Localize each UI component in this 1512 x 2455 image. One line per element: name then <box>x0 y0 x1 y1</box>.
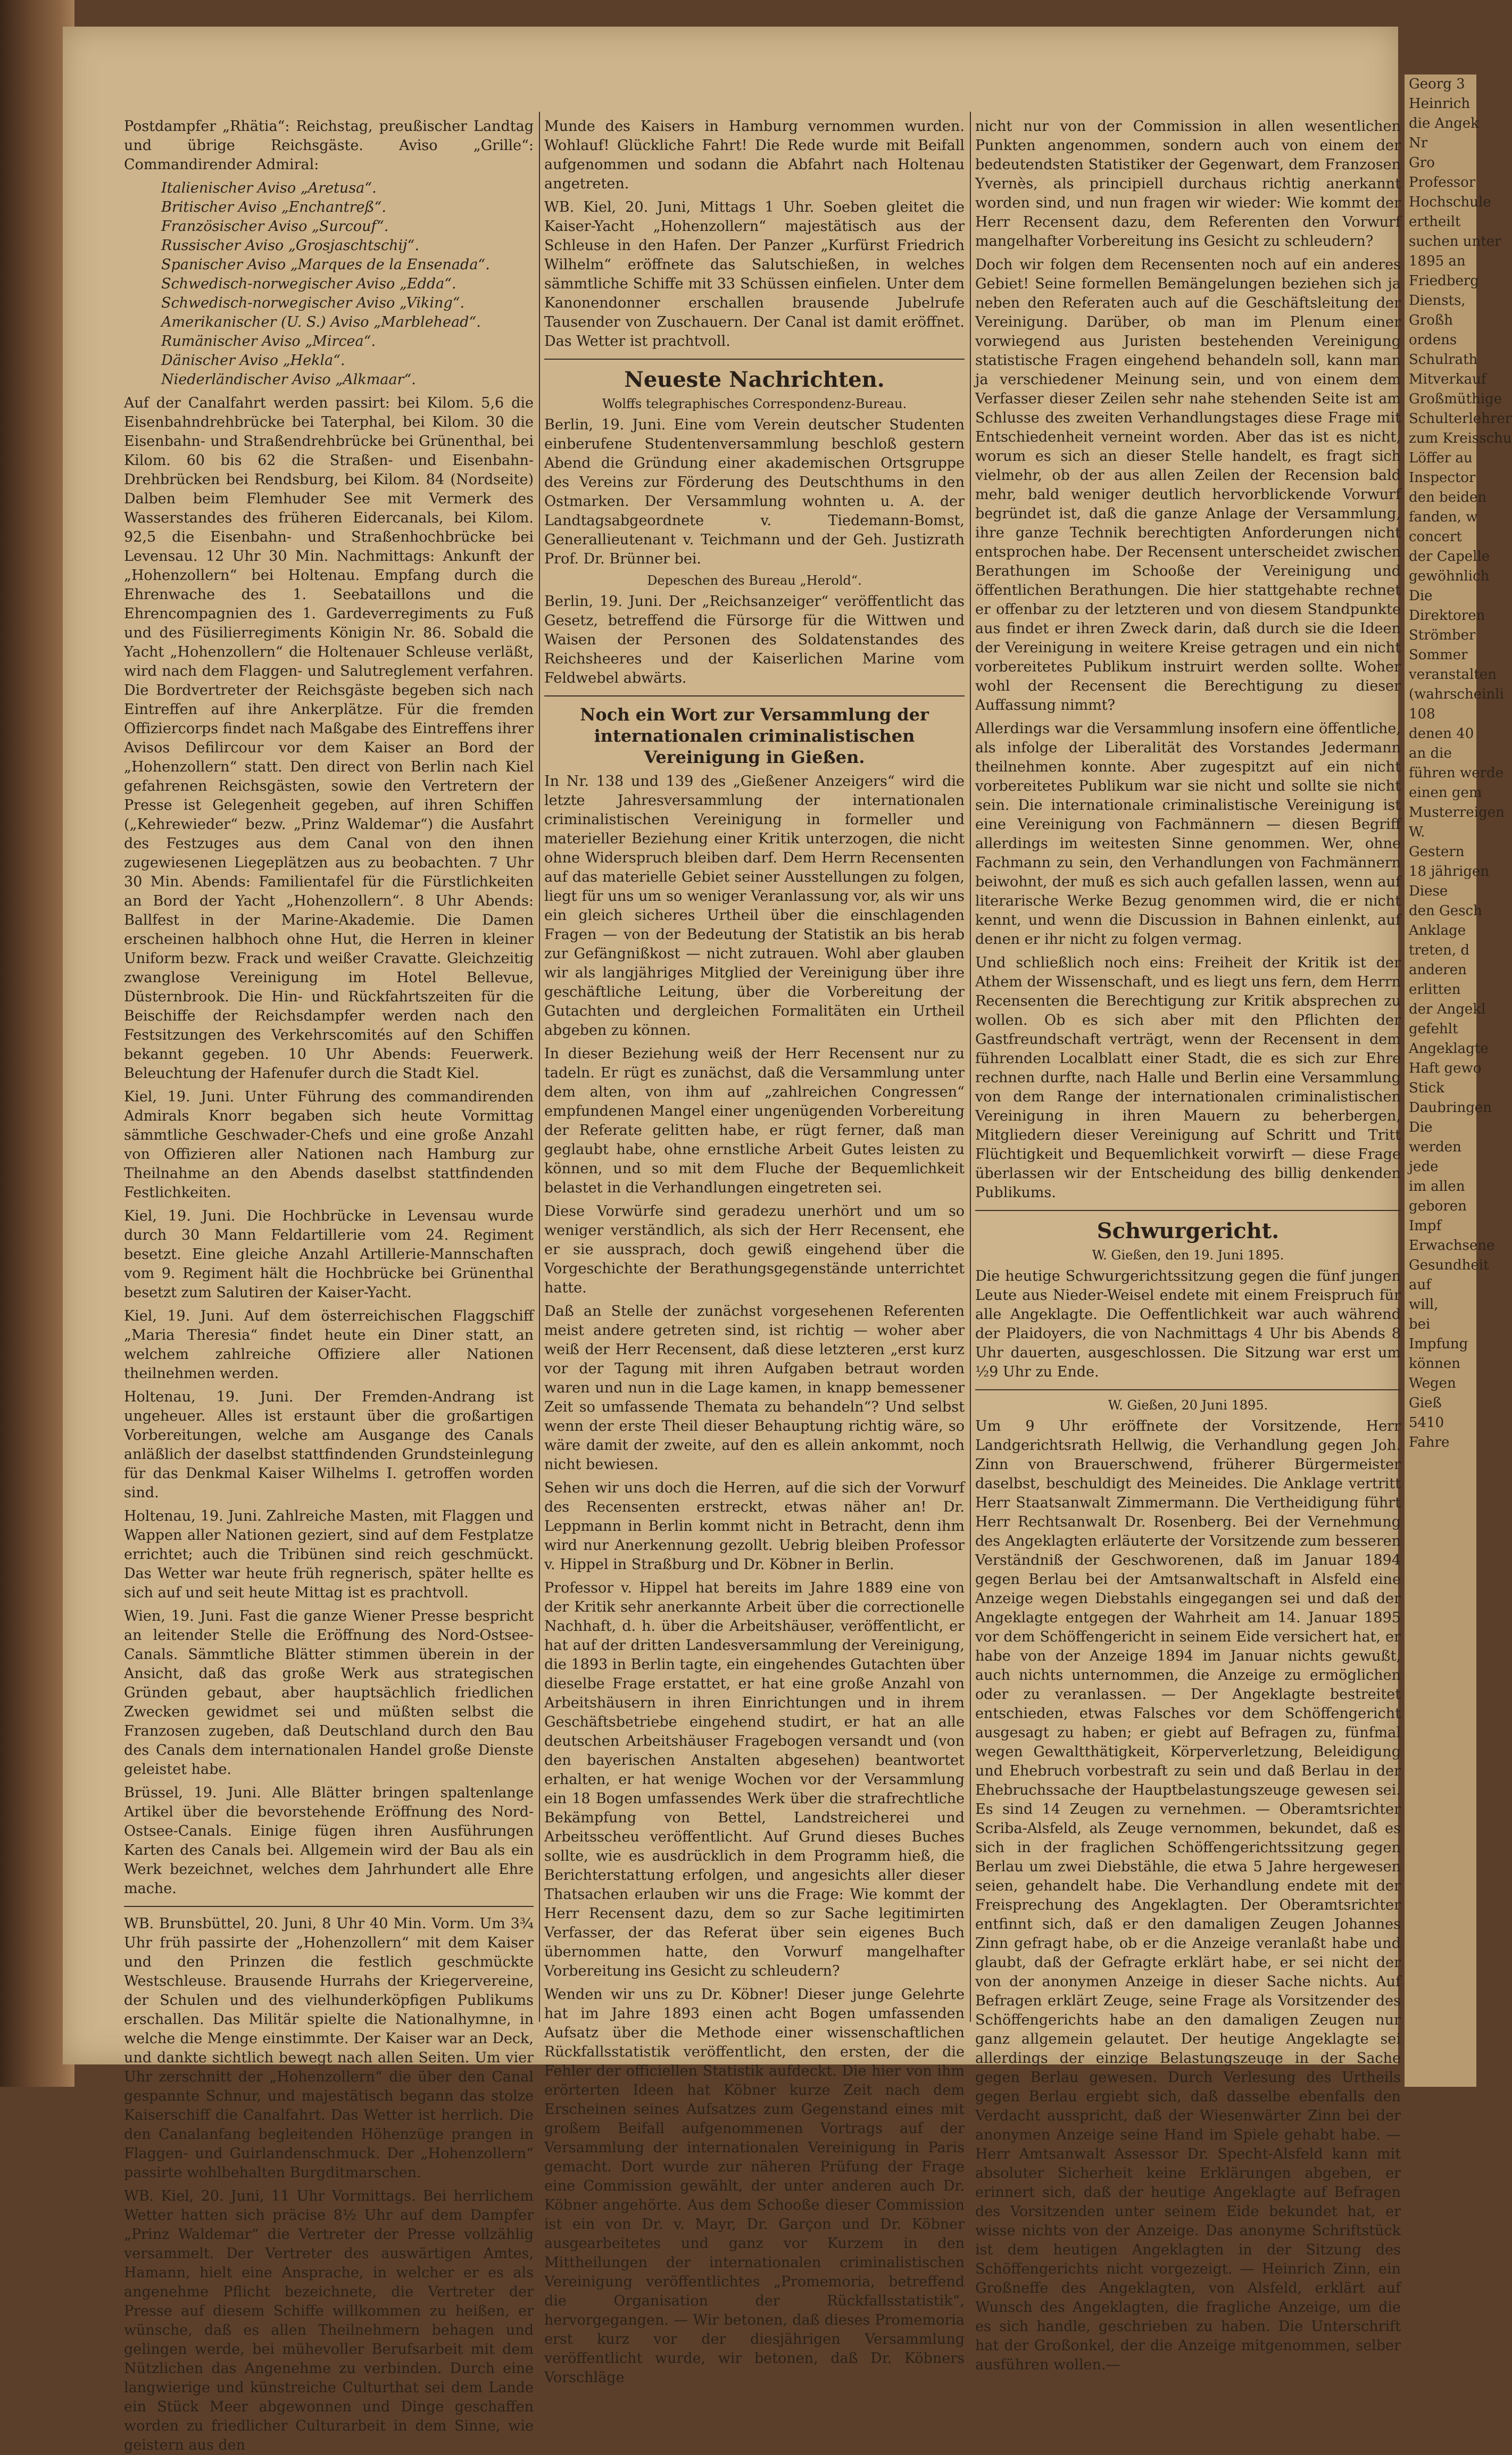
column-rule <box>970 112 971 2022</box>
adjacent-text-fragment: Musterreigen <box>1409 804 1505 820</box>
paragraph: nicht nur von der Commission in allen wesentlichen Punkten angenommen, sondern auch von einem der bedeutendsten Statistiker der Gegenwart, dem Franzosen Yvernès, als principiell durchaus richtig anerkannt worden sind, und nun fragen wir wieder: Wie kommt der Herr Recensent dazu, dem Referenten den Vorwurf mangelhafter Vorbereitung ins Gesicht zu schleudern? <box>975 118 1401 250</box>
paragraph: Postdampfer „Rhätia“: Reichstag, preußischer Landtag und übrige Reichsgäste. Aviso „Grille“: Commandirender Admiral: <box>124 118 534 173</box>
adjacent-text-fragment: 1895 an <box>1409 253 1466 269</box>
adjacent-text-fragment: Schulterlehrer <box>1409 411 1512 427</box>
adjacent-text-fragment: im allen <box>1409 1179 1465 1195</box>
adjacent-text-fragment: Impfung <box>1409 1336 1468 1352</box>
paragraph: Wien, 19. Juni. Fast die ganze Wiener Presse bespricht an leitender Stelle die Eröffnung des Nord-Ostsee-Canals. Sämmtliche Blätter stimmen überein in der Ansicht, daß das große Werk aus strategischen Gründen gebaut, aber hauptsächlich friedlichen Zwecken gewidmet sei und müßten selbst die Franzosen zugeben, daß Deutschland durch den Bau des Canals dem internationalen Handel große Dienste geleistet habe. <box>124 1608 534 1778</box>
adjacent-text-fragment: führen werde <box>1409 765 1504 781</box>
adjacent-text-fragment: treten, d <box>1409 942 1470 958</box>
paragraph: Brüssel, 19. Juni. Alle Blätter bringen spaltenlange Artikel über die bevorstehende Eröffnung des Nord-Ostsee-Canals. Einige fügen ihren Ausführungen Karten des Canals bei. Allgemein wird der Bau als ein Werk bezeichnet, welches dem Jahrhundert alle Ehre mache. <box>124 1785 534 1897</box>
paragraph: Doch wir folgen dem Recensenten noch auf ein anderes Gebiet! Seine formellen Bemängelungen beziehen sich ja neben den Referaten auch auf die Geschäftsleitung der Vereinigung. Darüber, ob man im Plenum einer vorwiegend aus Juristen bestehenden Vereinigung statistische Fragen eingehend behandeln soll, kann man ja verschiedener Meinung sein, und von einem dem Verfasser dieser Zeilen sehr nahe stehenden Seite ist am Schlusse des zweiten Verhandlungstages diese Frage mit Entschiedenheit verneint worden. Aber das ist es nicht, worum es sich an dieser Stelle handelt, es fragt sich vielmehr, ob der aus allen Zeilen der Recension bald mehr, bald weniger deutlich hervorblickende Vorwurf begründet ist, daß die ganze Anlage der Versammlung, ihre ganze Technik berechtigten Anforderungen nicht entsprochen habe. Der Recensent unterscheidet zwischen Berathungen im Schooße der Vereinigung und öffentlichen Berathungen. Die hier stattgehabte rechnet er offenbar zu der letzteren und von diesem Standpunkte aus findet er ihren Zweck darin, daß durch sie die Ideen der Vereinigung in weitere Kreise getragen und ein nicht vorbereitetes Publikum instruirt werden sollte. Woher wohl der Recensent die Berechtigung zu dieser Auffassung nimmt? <box>975 256 1401 714</box>
divider <box>975 1389 1401 1390</box>
column-rule <box>539 112 540 2022</box>
adjacent-text-fragment: veranstalten <box>1409 667 1497 683</box>
article-heading: Noch ein Wort zur Versammlung der internationalen criminalistischen Vereinigung in Gießen. <box>580 704 929 767</box>
paragraph: Wenden wir uns zu Dr. Köbner! Dieser junge Gelehrte hat im Jahre 1893 einen acht Bogen umfassenden Aufsatz über die Methode einer wissenschaftlichen Rückfallsstatistik veröffentlicht, den ersten, der die Fehler der officiellen Statistik aufdeckt. Die hier von ihm erörterten Ideen hat Köbner kurze Zeit nach dem Erscheinen seines Aufsatzes zum Gegenstand eines mit großem Beifall aufgenommenen Vortrags auf der Versammlung der internationalen Vereinigung in Paris gemacht. Dort wurde zur näheren Prüfung der Frage eine Commission gewählt, der unter anderen auch Dr. Köbner angehörte. Aus dem Schooße dieser Commission ist ein von Dr. v. Mayr, Dr. Garçon und Dr. Köbner ausgearbeitetes und ganz vor Kurzem in den Mittheilungen der internationalen criminalistischen Vereinigung veröffentlichtes „Promemoria, betreffend die Organisation der Rückfallsstatistik“, hervorgegangen. — Wir betonen, daß dieses Promemoria erst kurz vor der diesjährigen Versammlung veröffentlicht wurde, wir betonen, daß Dr. Köbners Vorschläge <box>544 1986 965 2386</box>
adjacent-text-fragment: Die <box>1409 588 1433 604</box>
adjacent-text-fragment: Gro <box>1409 155 1435 171</box>
adjacent-text-fragment: Georg 3 <box>1409 76 1465 92</box>
paragraph: Diese Vorwürfe sind geradezu unerhört und um so weniger verständlich, als sich der Herr Recensent, ehe er sie aussprach, doch gewiß eingehend über die Vorgeschichte der Berathungsgegenstände unterrichtet hatte. <box>544 1203 965 1296</box>
adjacent-text-fragment: geboren <box>1409 1198 1467 1214</box>
paragraph: Allerdings war die Versammlung insofern eine öffentliche, als infolge der Liberalität des Vorstandes Jedermann theilnehmen konnte. Aber zugespitzt auf ein nicht vorbereitetes Publikum war sie nicht und sollte sie nicht sein. Die internationale criminalistische Vereinigung ist eine Vereinigung von Fachmännern — diesen Begriff allerdings im weitesten Sinne genommen. Wer, ohne Fachmann zu sein, den Verhandlungen von Fachmännern beiwohnt, der muß es sich auch gefallen lassen, wenn auf literarische Werke Bezug genommen wird, die er nicht kennt, und wenn die Discussion in Bahnen einlenkt, auf denen er ihr nicht zu folgen vermag. <box>975 720 1401 948</box>
adjacent-text-fragment: Angeklagte <box>1409 1041 1489 1057</box>
adjacent-text-fragment: jede <box>1409 1159 1439 1175</box>
adjacent-text-fragment: Gestern <box>1409 844 1465 860</box>
list-item: Russischer Aviso „Grosjaschtschij“. <box>161 237 419 254</box>
divider <box>975 1210 1401 1211</box>
adjacent-text-fragment: Nr <box>1409 135 1428 151</box>
divider <box>124 1906 534 1907</box>
adjacent-text-fragment: einen gem <box>1409 785 1482 801</box>
adjacent-text-fragment: Sommer <box>1409 647 1468 663</box>
adjacent-text-fragment: der Angekl <box>1409 1001 1486 1017</box>
adjacent-text-fragment: Die <box>1409 1119 1433 1135</box>
adjacent-text-fragment: können <box>1409 1356 1461 1372</box>
paragraph: Die heutige Schwurgerichtssitzung gegen die fünf jungen Leute aus Nieder-Weisel endete mit einem Freispruch für alle Angeklagte. Die Oeffentlichkeit war auch während der Plaidoyers, die von Nachmittags 4 Uhr bis Abends 8 Uhr dauerten, ausgeschlossen. Die Sitzung war erst um ½9 Uhr zu Ende. <box>975 1268 1401 1380</box>
adjacent-text-fragment: W. <box>1409 824 1425 840</box>
adjacent-text-fragment: Großh <box>1409 312 1453 328</box>
adjacent-text-fragment: concert <box>1409 529 1462 545</box>
adjacent-text-fragment: ertheilt <box>1409 214 1461 230</box>
adjacent-text-fragment: zum Kreisschu <box>1409 430 1512 446</box>
adjacent-text-fragment: gefehlt <box>1409 1021 1458 1037</box>
adjacent-text-fragment: auf <box>1409 1277 1431 1293</box>
adjacent-text-fragment: Diensts, <box>1409 293 1466 309</box>
paragraph: In dieser Beziehung weiß der Herr Recensent nur zu tadeln. Er rügt es zunächst, daß die Versammlung unter dem alten, von ihm auf „zahlreichen Congressen“ empfundenen Mangel einer ungenügenden Vorbereitung der Referate gelitten habe, er rügt ferner, daß man geglaubt habe, ohne ernstliche Arbeit Gutes leisten zu können, und so mit dem Fluche der Bequemlichkeit belastet in die Verhandlungen eingetreten sei. <box>544 1046 965 1196</box>
adjacent-text-fragment: Daubringen <box>1409 1100 1492 1116</box>
paragraph: Berlin, 19. Juni. Der „Reichsanzeiger“ veröffentlicht das Gesetz, betreffend die Fürsorge für die Wittwen und Waisen der Personen des Soldatenstandes des Reichsheeres und der Kaiserlichen Marine vom Feldwebel abwärts. <box>544 593 965 686</box>
adjacent-text-fragment: Stick <box>1409 1080 1444 1096</box>
adjacent-text-fragment: Direktoren <box>1409 608 1485 624</box>
column-3 <box>975 117 1401 2373</box>
paragraph: Berlin, 19. Juni. Eine vom Verein deutscher Studenten einberufene Studentenversammlung beschloß gestern Abend die Gründung einer akademischen Ortsgruppe des Vereins zur Förderung des Deutschthums in den Ostmarken. Der Versammlung wohnten u. A. der Landtagsabgeordnete v. Tiedemann-Bomst, Generallieutenant v. Teichmann und der Geh. Justizrath Prof. Dr. Brünner bei. <box>544 417 965 567</box>
adjacent-text-fragment: Mitverkauf <box>1409 371 1486 387</box>
adjacent-text-fragment: Diese <box>1409 883 1448 899</box>
adjacent-text-fragment: Strömber <box>1409 627 1476 643</box>
list-item: Italienischer Aviso „Aretusa“. <box>161 180 377 196</box>
dateline: W. Gießen, 20 Juni 1895. <box>1108 1398 1268 1413</box>
news-agency-line: Wolffs telegraphisches Correspondenz-Bureau. <box>602 396 907 411</box>
adjacent-text-fragment: Schulrath <box>1409 352 1478 368</box>
list-item: Niederländischer Aviso „Alkmaar“. <box>161 371 416 388</box>
paragraph: Kiel, 19. Juni. Unter Führung des commandirenden Admirals Knorr begaben sich heute Vormittag sämmtliche Geschwader-Chefs und eine große Anzahl von Offizieren aller Nationen nach Hamburg zur Theilnahme an den Abends daselbst stattfindenden Festlichkeiten. <box>124 1089 534 1201</box>
adjacent-text-fragment: die Angek <box>1409 115 1479 131</box>
adjacent-text-fragment: der Capelle <box>1409 549 1490 565</box>
divider <box>544 695 965 696</box>
paragraph: Professor v. Hippel hat bereits im Jahre 1889 eine von der Kritik sehr anerkannte Arbeit über die correctionelle Nachhaft, d. h. über die Arbeitshäuser, veröffentlicht, er hat auf der dritten Landesversammlung der Vereinigung, die 1893 in Berlin tagte, ein eingehendes Gutachten über dieselbe Frage erstattet, er hat eine große Anzahl von Arbeitshäusern in ihren Einrichtungen und in ihrem Geschäftsbetriebe eingehend studirt, er hat an alle deutschen Arbeitshäuser Fragebogen versandt und (von den bayerischen Anstalten abgesehen) beantwortet erhalten, er hat wenige Wochen vor der Versammlung ein 18 Bogen umfassendes Werk über die strafrechtliche Bekämpfung von Bettel, Landstreicherei und Arbeitsscheu veröffentlicht. Auf Grund dieses Buches sollte, wie es ausdrücklich in dem Programm hieß, die Berichterstattung erfolgen, und angesichts aller dieser Thatsachen erlauben wir uns die Frage: Wie kommt der Herr Recensent dazu, dem so zur Sache legitimirten Verfasser, der das Referat über sein eigenes Buch übernommen hatte, den Vorwurf mangelhafter Vorbereitung ins Gesicht zu schleudern? <box>544 1580 965 1979</box>
paragraph: Daß an Stelle der zunächst vorgesehenen Referenten meist andere getreten sind, ist richtig — woher aber weiß der Herr Recensent, daß diese letzteren „erst kurz vor der Tagung mit ihren Aufgaben betraut worden waren und nun in die Lage kamen, in knapp bemessener Zeit so umfassende Themata zu behandeln“? Und selbst wenn der erste Theil dieser Behauptung richtig wäre, so wäre damit der zweite, auf den es allein ankommt, noch nicht bewiesen. <box>544 1303 965 1473</box>
adjacent-text-fragment: an die <box>1409 745 1452 761</box>
adjacent-text-fragment: Hochschule <box>1409 194 1491 210</box>
list-item: Schwedisch-norwegischer Aviso „Viking“. <box>161 295 465 311</box>
adjacent-text-fragment: gewöhnlich <box>1409 568 1490 584</box>
adjacent-text-fragment: Löffer au <box>1409 450 1473 466</box>
paragraph: WB. Kiel, 20. Juni, Mittags 1 Uhr. Soeben gleitet die Kaiser-Yacht „Hohenzollern“ majestätisch aus der Schleuse in den Hafen. Der Panzer „Kurfürst Friedrich Wilhelm“ eröffnete das Salutschießen, in welches sämmtliche Schiffe mit 33 Schüssen einfielen. Unter dem Kanonendonner erschallen brausende Jubelrufe Tausender von Zuschauern. Der Canal ist damit eröffnet. Das Wetter ist prachtvoll. <box>544 199 965 350</box>
list-item: Schwedisch-norwegischer Aviso „Edda“. <box>161 276 456 292</box>
adjacent-text-fragment: Haft gewo <box>1409 1060 1482 1076</box>
divider <box>544 359 965 360</box>
adjacent-text-fragment: (wahrscheinli <box>1409 686 1504 702</box>
adjacent-text-fragment: bei <box>1409 1316 1431 1332</box>
newspaper-page <box>63 27 1401 2453</box>
adjacent-text-fragment: ordens <box>1409 332 1457 348</box>
paragraph: Um 9 Uhr eröffnete der Vorsitzende, Herr Landgerichtsrath Hellwig, die Verhandlung gegen Joh. Zinn von Brauerschwend, früherer Bürgermeister daselbst, beschuldigt des Meineides. Die Anklage vertritt Herr Staatsanwalt Zimmermann. Die Vertheidigung führt Herr Rechtsanwalt Dr. Rosenberg. Bei der Vernehmung des Angeklagten erläuterte der Vorsitzende zum besseren Verständniß der Geschworenen, daß im Januar 1894 gegen Berlau bei der Amtsanwaltschaft in Alsfeld eine Anzeige wegen Diebstahls eingegangen sei und daß der Angeklagte entgegen der Wahrheit am 14. Januar 1895 vor dem Schöffengericht in seinem Eide versichert hat, er habe von der Anzeige 1894 im Januar nichts gewußt, auch nichts unternommen, die Anzeige zu ermöglichen oder zu veranlassen. — Der Angeklagte bestreitet entschieden, etwas Falsches vor dem Schöffengericht ausgesagt zu haben; er giebt auf Befragen zu, fünfmal wegen Gewaltthätigkeit, Körperverletzung, Beleidigung und Ehebruch vorbestraft zu sein und daß Berlau in der Ehebruchssache der Hauptbelastungszeuge gewesen sei. Es sind 14 Zeugen zu vernehmen. — Oberamtsrichter Scriba-Alsfeld, als Zeuge vernommen, bekundet, daß es sich in der fraglichen Schöffengerichtssitzung gegen Berlau um zwei Diebstähle, die etwa 5 Jahre hergewesen seien, gehandelt habe. Die Verhandlung endete mit der Freisprechung des Angeklagten. Der Oberamtsrichter entfinnt sich, daß er den damaligen Zeugen Johannes Zinn gefragt habe, ob er die Anzeige veranlaßt habe und glaubt, daß der Gefragte erklärt habe, er sei nicht der von der anonymen Anzeige in dieser Sache nichts. Auf Befragen erklärt Zeuge, seine Frage als Vorsitzender des Schöffengerichts habe an den damaligen Zeugen nur ganz allgemein gelautet. Der heutige Angeklagte sei allerdings der einzige Belastungszeuge in der Sache gegen Berlau gewesen. Durch Verlesung des Urtheils gegen Berlau ergiebt sich, daß dasselbe ebenfalls den Verdacht ausspricht, daß der Wiesenwärter Zinn bei der anonymen Anzeige seine Hand im Spiele gehabt habe. — Herr Amtsanwalt Assessor Dr. Specht-Alsfeld kann mit absoluter Sicherheit keine Erklärungen abgeben, er erinnert sich, daß der heutige Angeklagte auf Befragen des Vorsitzenden unter seinem Eide bekundet hat, er wisse nichts von der Anzeige. Das anonyme Schriftstück ist dem heutigen Angeklagten in der Sitzung des Schöffengerichts nicht vorgezeigt. — Heinrich Zinn, ein Großneffe des Angeklagten, von Alsfeld, erklärt auf Wunsch des Angeklagten, die fragliche Anzeige, um die es sich handle, geschrieben zu haben. Die Unterschrift hat der Großonkel, der die Anzeige mitgenommen, selber ausführen wollen.— <box>975 1418 1401 2373</box>
list-item: Spanischer Aviso „Marques de la Ensenada“. <box>161 256 490 273</box>
paragraph: WB. Brunsbüttel, 20. Juni, 8 Uhr 40 Min. Vorm. Um 3¾ Uhr früh passirte der „Hohenzollern“ mit dem Kaiser und den Prinzen die festlich geschmückte Westschleuse. Brausende Hurrahs der Kriegervereine, der Schulen und des vielhunderköpfigen Publikums erschallen. Das Militär spielte die Nationalhymne, in welche die Menge einstimmte. Der Kaiser war an Deck, und dankte sichtlich bewegt nach allen Seiten. Um vier Uhr zerschnitt der „Hohenzollern“ die über den Canal gespannte Schnur, und majestätisch begann das stolze Kaiserschiff die Canalfahrt. Das Wetter ist herrlich. Die den Canalanfang begleitenden Höhenzüge prangen in Flaggen- und Guirlandenschmuck. Der „Hohenzollern“ passirte wohlbehalten Burgditmarschen. <box>124 1915 534 2181</box>
paragraph: Auf der Canalfahrt werden passirt: bei Kilom. 5,6 die Eisenbahndrehbrücke bei Taterphal, bei Kilom. 30 die Eisenbahn- und Straßendrehbrücke bei Grünenthal, bei Kilom. 60 bis 62 die Straßen- und Eisenbahn-Drehbrücken bei Rendsburg, bei Kilom. 84 (Nordseite) Dalben beim Flemhuder See mit Vermerk des Wasserstandes des früheren Eidercanals, bei Kilom. 92,5 die Eisenbahn- und Straßenhochbrücke bei Levensau. 12 Uhr 30 Min. Nachmittags: Ankunft der „Hohenzollern“ bei Holtenau. Empfang durch die Ehrenwache des 1. Seebataillons und die Ehrencompagnien des 1. Gardeverregiments zu Fuß und des Füsilierregiments Königin Nr. 86. Sobald die Yacht „Hohenzollern“ die Holtenauer Schleuse verläßt, wird nach dem Flaggen- und Salutreglement verfahren. Die Bordvertreter der Reichsgäste begeben sich nach Eintreffen auf ihre Ankerplätze. Für die fremden Offiziercorps findet nach Maßgabe des Eintreffens ihrer Avisos Defilircour vor dem Kaiser an Bord der „Hohenzollern“ statt. Den direct von Berlin nach Kiel gefahrenen Reichsgästen, sowie den Vertretern der Presse ist Gelegenheit gegeben, auf ihren Schiffen („Kehrewieder“ bezw. „Prinz Waldemar“) die Ausfahrt des Festzuges aus dem Canal von den ihnen zugewiesenen Liegeplätzen aus zu beobachten. 7 Uhr 30 Min. Abends: Familientafel für die Fürstlichkeiten an Bord der Yacht „Hohenzollern“. 8 Uhr Abends: Ballfest in der Marine-Akademie. Die Damen erscheinen halbhoch ohne Hut, die Herren in kleiner Uniform bezw. Frack und weißer Cravatte. Gleichzeitig zwanglose Vereinigung im Hotel Bellevue, Düsternbrook. Die Hin- und Rückfahrtszeiten für die Beischiffe der Reichsdampfer werden nach den Festsitzungen des Verkehrscomités auf den Schiffen bekannt gegeben. 10 Uhr Abends: Feuerwerk. Beleuchtung der Hafenufer durch die Stadt Kiel. <box>124 395 534 1082</box>
adjacent-text-fragment: werden <box>1409 1139 1461 1155</box>
adjacent-text-fragment: Anklage <box>1409 923 1466 939</box>
adjacent-text-fragment: 5410 <box>1409 1415 1444 1431</box>
dispatch-heading: Depeschen des Bureau „Herold“. <box>647 573 862 588</box>
adjacent-text-fragment: den beiden <box>1409 490 1487 505</box>
list-item: Amerikanischer (U. S.) Aviso „Marblehead“. <box>161 314 481 330</box>
adjacent-text-fragment: fanden, w <box>1409 509 1478 525</box>
ship-list <box>161 179 534 389</box>
adjacent-text-fragment: Großmüthige <box>1409 391 1502 407</box>
paragraph: WB. Kiel, 20. Juni, 11 Uhr Vormittags. Bei herrlichem Wetter hatten sich präcise 8½ Uhr auf dem Dampfer „Prinz Waldemar“ die Vertreter der Presse vollzählig versammelt. Der Vertreter des auswärtigen Amtes, Hamann, hielt eine Ansprache, in welcher er es als angenehme Pflicht bezeichnete, die Vertreter der Presse auf diesem Schiffe willkommen zu heißen, er wünsche, daß es allen Theilnehmern behagen und gelingen werde, bei mühevoller Berufsarbeit mit dem Nützlichen das Angenehme zu verbinden. Durch eine langwierige und künstreiche Culturthat sei dem Lande ein Stück Meer abgewonnen und Dinge geschaffen worden zu friedlicher Culturarbeit in dem Sinne, wie geistern aus den <box>124 2188 534 2453</box>
section-heading-news: Neueste Nachrichten. <box>624 367 885 392</box>
paragraph: Sehen wir uns doch die Herren, auf die sich der Vorwurf des Recensenten erstreckt, etwas näher an! Dr. Leppmann in Berlin kommt nicht in Betracht, denn ihm wird nur Anerkennung gezollt. Uebrig bleiben Professor v. Hippel in Straßburg und Dr. Köbner in Berlin. <box>544 1480 965 1573</box>
adjacent-text-fragment: denen 40 <box>1409 726 1474 742</box>
list-item: Rumänischer Aviso „Mircea“. <box>161 333 376 350</box>
section-heading-court: Schwurgericht. <box>1096 1218 1280 1243</box>
paragraph: Und schließlich noch eins: Freiheit der Kritik ist der Athem der Wissenschaft, und es liegt uns fern, dem Herrn Recensenten die Berechtigung zur Kritik absprechen zu wollen. Ob es sich aber mit den Pflichten der Gastfreundschaft verträgt, wenn der Recensent in dem führenden Localblatt einer Stadt, die es sich zur Ehre rechnen durfte, nach Halle und Berlin eine Versammlung von dem Range der internationalen criminalistischen Vereinigung in ihren Mauern zu beherbergen, Mitgliedern dieser Vereinigung auf Schritt und Tritt Flüchtigkeit und Bequemlichkeit vorwirft — diese Frage überlassen wir der Entscheidung des billig denkenden Publikums. <box>975 955 1401 1201</box>
adjacent-text-fragment: Heinrich <box>1409 96 1471 112</box>
adjacent-text-fragment: Impf <box>1409 1218 1442 1234</box>
adjacent-text-fragment: Wegen <box>1409 1375 1456 1391</box>
adjacent-text-fragment: suchen unter <box>1409 234 1501 250</box>
paragraph: Kiel, 19. Juni. Die Hochbrücke in Levensau wurde durch 30 Mann Feldartillerie vom 24. Regiment besetzt. Eine gleiche Anzahl Artillerie-Mannschaften vom 9. Regiment hält die Hochbrücke bei Grünenthal besetzt zum Salutiren der Kaiser-Yacht. <box>124 1208 534 1301</box>
adjacent-text-fragment: Gieß <box>1409 1395 1442 1411</box>
adjacent-text-fragment: Friedberg <box>1409 273 1479 289</box>
adjacent-text-fragment: Erwachsene <box>1409 1238 1495 1254</box>
paragraph: Kiel, 19. Juni. Auf dem österreichischen Flaggschiff „Maria Theresia“ findet heute ein Diner statt, an welchem zahlreiche Offiziere aller Nationen theilnehmen werden. <box>124 1308 534 1382</box>
list-item: Dänischer Aviso „Hekla“. <box>161 352 345 369</box>
list-item: Britischer Aviso „Enchantreß“. <box>161 199 386 215</box>
adjacent-text-fragment: Fahre <box>1409 1434 1450 1450</box>
adjacent-text-fragment: Inspector <box>1409 470 1476 486</box>
adjacent-text-fragment: 108 <box>1409 706 1435 722</box>
paragraph: Munde des Kaisers in Hamburg vernommen wurden. Wohlauf! Glückliche Fahrt! Die Rede wurde mit Beifall aufgenommen und sodann die Abfahrt nach Holtenau angetreten. <box>544 118 965 192</box>
paragraph: In Nr. 138 und 139 des „Gießener Anzeigers“ wird die letzte Jahresversammlung der internationalen criminalistischen Vereinigung in formeller und materieller Beziehung einer Kritik unterzogen, die nicht ohne Widerspruch bleiben darf. Dem Herrn Recensenten auf das materielle Gebiet seiner Ausstellungen zu folgen, liegt für uns um so weniger Veranlassung vor, als wir uns ein gleich sicheres Urtheil über die einschlagenden Fragen — von der Bedeutung der Statistik an bis herab zur Gefängnißkost — nicht zutrauen. Wohl aber glauben wir als langjähriges Mitglied der Vereinigung über ihre geschäftliche Leitung, über die Vorbereitung der Gutachten und dergleichen Formalitäten ein Urtheil abgeben zu können. <box>544 773 965 1039</box>
adjacent-text-fragment: 18 jährigen <box>1409 864 1490 880</box>
list-item: Französischer Aviso „Surcouf“. <box>161 218 389 235</box>
dateline: W. Gießen, den 19. Juni 1895. <box>1092 1248 1284 1263</box>
paragraph: Holtenau, 19. Juni. Der Fremden-Andrang ist ungeheuer. Alles ist erstaunt über die großartigen Vorbereitungen, welche am Ausgange des Canals anläßlich der daselbst stattfindenden Grundsteinlegung für das Denkmal Kaiser Wilhelms I. getroffen worden sind. <box>124 1389 534 1501</box>
column-1 <box>124 117 534 2453</box>
adjacent-text-fragment: erlitten <box>1409 982 1461 998</box>
adjacent-text-fragment: anderen <box>1409 962 1467 978</box>
column-2 <box>544 117 965 2386</box>
adjacent-text-fragment: will, <box>1409 1297 1439 1313</box>
adjacent-text-fragment: den Gesch <box>1409 903 1482 919</box>
adjacent-text-fragment: Professor <box>1409 175 1476 190</box>
paragraph: Holtenau, 19. Juni. Zahlreiche Masten, mit Flaggen und Wappen aller Nationen geziert, sind auf dem Festplatze errichtet; auch die Tribünen sind reich geschmückt. Das Wetter war heute früh regnerisch, später hellte es sich auf und seit heute Mittag ist es prachtvoll. <box>124 1508 534 1601</box>
adjacent-text-fragment: Gesundheit <box>1409 1257 1489 1273</box>
adjacent-page-edge <box>1405 74 1512 2087</box>
